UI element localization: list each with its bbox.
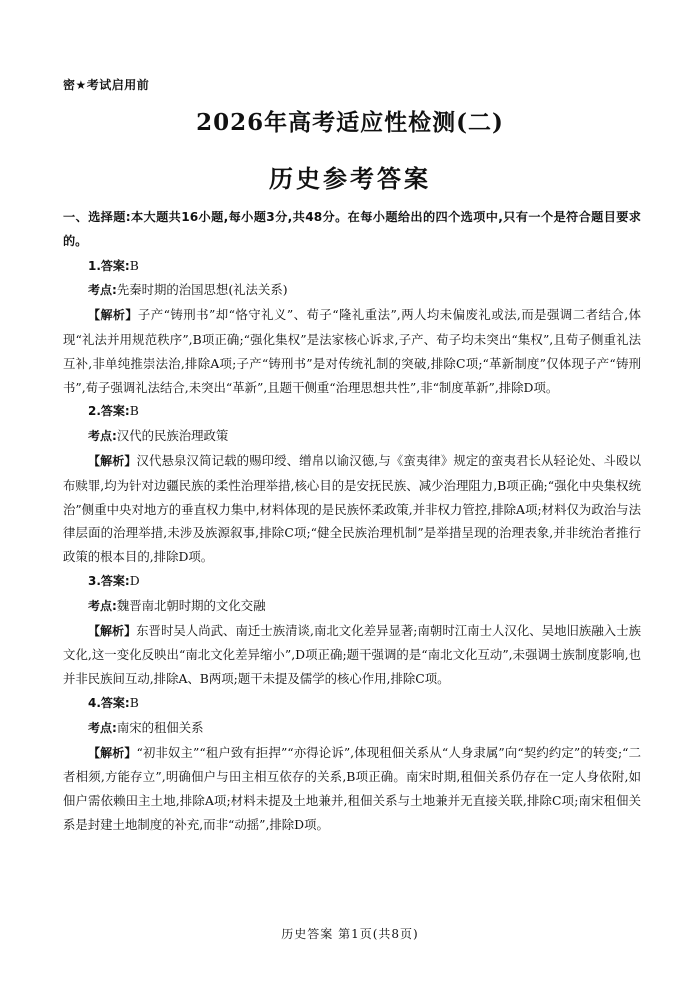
answer-content	[63, 206, 641, 837]
question-item-1	[63, 254, 641, 400]
answer-value: B	[129, 694, 139, 710]
answer-value: B	[129, 403, 139, 419]
analysis-label: 【解析】	[88, 453, 137, 468]
topic-line	[63, 716, 641, 741]
answer-line	[63, 254, 641, 279]
topic-text: 南宋的租佃关系	[116, 719, 204, 735]
analysis-text: 东晋时吴人尚武、南迁士族清谈,南北文化差异显著;南朝时江南士人汉化、吴地旧族融入士族文化,这一变化反映出“南北文化差异缩小”,D项正确;题干强调的是“南北文化互动”,未强调士族制度影响,也并非民族间互动,排除A、B两项;题干未提及儒学的核心作用,排除C项。	[63, 622, 641, 687]
answer-line	[63, 399, 641, 424]
confidential-label: 密★考试启用前	[63, 78, 150, 92]
topic-text: 魏晋南北朝时期的文化交融	[116, 597, 266, 613]
analysis-paragraph	[63, 619, 641, 691]
topic-line	[63, 424, 641, 449]
topic-label: 考点:	[88, 720, 117, 735]
analysis-label: 【解析】	[88, 308, 138, 323]
answer-label: 1.答案:	[88, 258, 130, 273]
topic-line	[63, 594, 641, 619]
exam-title: 2026年高考适应性检测(二)	[196, 109, 504, 136]
answer-line	[63, 691, 641, 716]
analysis-paragraph	[63, 449, 641, 569]
analysis-paragraph	[63, 741, 641, 837]
answer-line	[63, 569, 641, 594]
topic-label: 考点:	[88, 429, 117, 444]
analysis-text: 子产“铸刑书”却“恪守礼义”、荀子“隆礼重法”,两人均未偏废礼或法,而是强调二者结合,体现“礼法并用规范秩序”,B项正确;“强化集权”是法家核心诉求,子产、荀子均未突出“集权”,且荀子侧重礼法互补,非单纯推崇法治,排除A项;子产“铸刑书”是对传统礼制的突破,排除C项;“革新制度”仅体现子产“铸刑书”,荀子强调礼法结合,未突出“革新”,且题干侧重“治理思想共性”,非“制度革新”,排除D项。	[63, 307, 641, 395]
topic-text: 汉代的民族治理政策	[116, 428, 229, 444]
answer-label: 2.答案:	[88, 404, 130, 419]
answer-value: B	[129, 257, 139, 273]
answer-value: D	[129, 572, 140, 588]
topic-text: 先秦时期的治国思想(礼法关系)	[116, 282, 288, 298]
topic-label: 考点:	[88, 283, 117, 298]
question-item-2	[63, 399, 641, 569]
analysis-paragraph	[63, 303, 641, 399]
question-item-4	[63, 691, 641, 837]
analysis-text: 汉代悬泉汉简记载的赐印绶、缯帛以谕汉德,与《蛮夷律》规定的蛮夷君长从轻论处、斗殴以布赎罪,均为针对边疆民族的柔性治理举措,核心目的是安抚民族、减少治理阻力,B项正确;“强化中央集权统治”侧重中央对地方的垂直权力集中,材料体现的是民族怀柔政策,并非权力管控,排除A项;材料仅为政治与法律层面的治理举措,未涉及族源叙事,排除C项;“健全民族治理机制”是举措呈现的治理表象,并非统治者推行政策的根本目的,排除D项。	[63, 452, 641, 565]
analysis-label: 【解析】	[88, 623, 137, 638]
answer-label: 3.答案:	[88, 573, 130, 588]
analysis-text: “初非奴主”“租户致有拒捍”“亦得论诉”,体现租佃关系从“人身隶属”向“契约约定”的转变;“二者相须,方能存立”,明确佃户与田主相互依存的关系,B项正确。南宋时期,租佃关系仍存在一定人身依附,如佃户需依赖田主土地,排除A项;材料未提及土地兼并,租佃关系与土地兼并无直接关联,排除C项;南宋租佃关系是封建土地制度的补充,而非“动摇”,排除D项。	[63, 744, 641, 832]
topic-label: 考点:	[88, 598, 117, 613]
page-footer: 历史答案 第1页(共8页)	[281, 927, 419, 941]
answer-subtitle: 历史参考答案	[269, 164, 431, 193]
question-item-3	[63, 569, 641, 691]
analysis-label: 【解析】	[88, 745, 137, 760]
answer-label: 4.答案:	[88, 695, 130, 710]
topic-line	[63, 278, 641, 303]
section-heading: 一、选择题:本大题共16小题,每小题3分,共48分。在每小题给出的四个选项中,只有一个是符合题目要求的。	[63, 210, 641, 248]
